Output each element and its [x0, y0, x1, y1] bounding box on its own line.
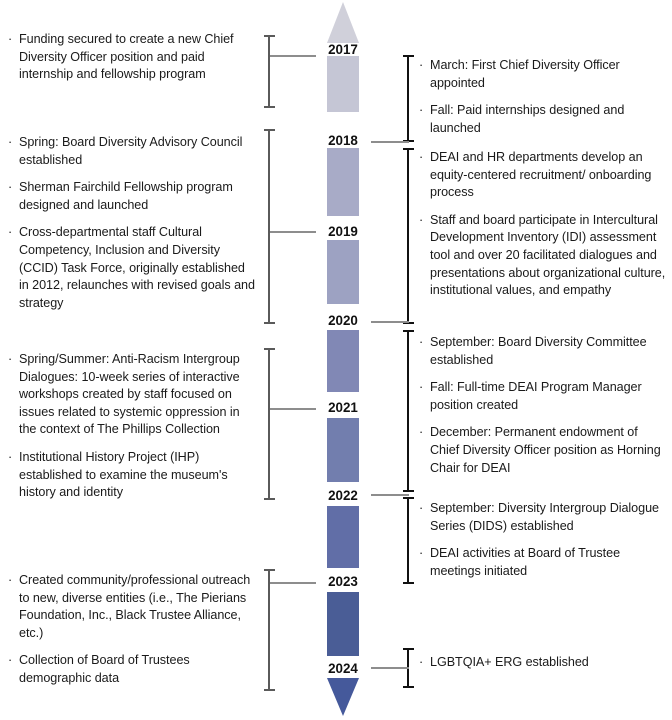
entries-right-2020 — [419, 334, 667, 477]
list-item-text: Created community/professional outreach to new, diverse entities (i.e., The Pierians Foundation, Inc., Black Trustee Alliance, etc.) — [19, 573, 251, 640]
bracket-cap-top — [403, 330, 414, 332]
list-item — [8, 652, 258, 687]
entries-left-2023 — [8, 572, 258, 688]
connector-left-2021 — [270, 408, 316, 410]
segment-2023 — [327, 592, 359, 656]
bullet-dot-icon: · — [419, 150, 424, 164]
bullet-dot-icon: · — [8, 449, 13, 464]
bracket-cap-top — [403, 648, 414, 650]
entries-right-2022 — [419, 500, 667, 580]
list-item — [8, 449, 260, 502]
bullet-dot-icon: · — [419, 103, 424, 118]
list-item-text: Funding secured to create a new Chief Diversity Officer position and paid internship and fellowship program — [19, 32, 234, 82]
bracket-cap-bottom — [264, 322, 275, 324]
entries-right-2018 — [419, 149, 667, 300]
bracket-cap-bottom — [264, 689, 275, 691]
connector-left-2019 — [270, 231, 316, 233]
list-item — [8, 179, 258, 214]
bullet-dot-icon: · — [8, 135, 13, 149]
year-label-2018: 2018 — [328, 133, 358, 148]
bracket-left-2023 — [268, 569, 270, 691]
list-item-text: Cross-departmental staff Cultural Competency, Inclusion and Diversity (CCID) Task Force, originally established in 2012, relaunches with revised goals and strategy — [19, 225, 255, 310]
list-item — [419, 424, 667, 477]
list-item-text: DEAI activities at Board of Trustee meetings initiated — [430, 546, 621, 578]
list-item-text: Fall: Paid internships designed and launched — [430, 103, 625, 135]
connector-right-2020 — [371, 321, 409, 323]
bracket-right-2017 — [407, 55, 409, 142]
year-label-2022: 2022 — [328, 488, 358, 503]
year-label-2023: 2023 — [328, 574, 358, 589]
entries-right-2024 — [419, 654, 667, 672]
list-item-text: March: First Chief Diversity Officer appointed — [430, 58, 620, 90]
list-item-text: Fall: Full-time DEAI Program Manager position created — [430, 380, 642, 412]
segment-2018 — [327, 148, 359, 216]
segment-2019 — [327, 240, 359, 304]
bracket-left-2017 — [268, 35, 270, 108]
list-item — [419, 654, 667, 672]
connector-right-2024 — [371, 667, 409, 669]
bullet-dot-icon: · — [8, 352, 13, 366]
segment-2017 — [327, 56, 359, 112]
list-item — [419, 500, 667, 535]
list-item-text: September: Diversity Intergroup Dialogue Series (DIDS) established — [430, 501, 659, 533]
list-item — [419, 212, 667, 300]
timeline-bottom-arrow — [327, 678, 359, 716]
segment-2021 — [327, 418, 359, 482]
list-item — [419, 334, 667, 369]
bullet-dot-icon: · — [419, 212, 424, 227]
list-item — [419, 57, 667, 92]
bracket-cap-top — [264, 35, 275, 37]
timeline-top-arrow — [327, 2, 359, 43]
connector-left-2023 — [270, 582, 316, 584]
bracket-cap-bottom — [264, 106, 275, 108]
list-item-text: September: Board Diversity Committee established — [430, 335, 647, 367]
list-item — [8, 31, 258, 84]
year-label-2021: 2021 — [328, 400, 358, 415]
bracket-left-2018 — [268, 129, 270, 324]
list-item-text: Institutional History Project (IHP) established to examine the museum's history and identity — [19, 449, 228, 500]
bracket-cap-bottom — [403, 582, 414, 584]
list-item-text: Staff and board participate in Intercultural Development Inventory (IDI) assessment tool and over 20 facilitated dialogues and presentations about organizational culture, institutional values, and empathy — [430, 212, 666, 298]
list-item — [8, 134, 258, 169]
bracket-cap-top — [403, 148, 414, 150]
bracket-cap-top — [264, 348, 275, 350]
list-item — [419, 545, 667, 580]
bullet-dot-icon: · — [419, 501, 424, 515]
bullet-dot-icon: · — [419, 335, 424, 349]
list-item-text: Collection of Board of Trustees demographic data — [19, 653, 190, 685]
bullet-dot-icon: · — [8, 653, 13, 668]
bracket-cap-bottom — [264, 498, 275, 500]
list-item-text: DEAI and HR departments develop an equity-centered recruitment/ onboarding process — [430, 150, 652, 200]
entries-right-2017 — [419, 57, 667, 137]
list-item — [419, 102, 667, 137]
list-item-text: Spring/Summer: Anti-Racism Intergroup Dialogues: 10-week series of interactive workshops created by staff focused on issues related to systemic oppression in the context of The Phillips Collection — [19, 352, 240, 437]
list-item — [419, 379, 667, 414]
segment-2020 — [327, 330, 359, 392]
bracket-cap-top — [403, 55, 414, 57]
list-item-text: LGBTQIA+ ERG established — [430, 655, 589, 669]
bullet-dot-icon: · — [419, 546, 424, 561]
list-item-text: Spring: Board Diversity Advisory Council established — [19, 135, 243, 167]
bracket-right-2022 — [407, 497, 409, 584]
bracket-cap-top — [403, 497, 414, 499]
bullet-dot-icon: · — [8, 180, 13, 195]
year-label-2020: 2020 — [328, 313, 358, 328]
bracket-right-2020 — [407, 330, 409, 492]
bullet-dot-icon: · — [8, 573, 13, 587]
list-item — [8, 572, 258, 642]
list-item — [8, 224, 258, 312]
timeline-spine — [327, 0, 359, 720]
entries-left-2017 — [8, 31, 258, 84]
entries-left-2018 — [8, 134, 258, 312]
bracket-left-2020 — [268, 348, 270, 500]
entries-left-2020 — [8, 351, 260, 502]
bracket-cap-top — [264, 129, 275, 131]
list-item-text: December: Permanent endowment of Chief Diversity Officer position as Horning Chair for DEAI — [430, 425, 661, 475]
list-item-text: Sherman Fairchild Fellowship program designed and launched — [19, 180, 233, 212]
bracket-cap-top — [264, 569, 275, 571]
bullet-dot-icon: · — [419, 425, 424, 440]
bullet-dot-icon: · — [419, 655, 424, 669]
bullet-dot-icon: · — [8, 225, 13, 240]
bullet-dot-icon: · — [419, 58, 424, 72]
year-label-2024: 2024 — [328, 661, 358, 676]
list-item — [419, 149, 667, 202]
segment-2022 — [327, 506, 359, 568]
connector-left-2017 — [270, 55, 316, 57]
bracket-right-2018 — [407, 148, 409, 324]
bullet-dot-icon: · — [419, 380, 424, 395]
bullet-dot-icon: · — [8, 32, 13, 46]
bracket-cap-bottom — [403, 686, 414, 688]
bracket-cap-bottom — [403, 490, 414, 492]
connector-right-2022 — [371, 494, 409, 496]
year-label-2019: 2019 — [328, 224, 358, 239]
connector-right-2018 — [371, 141, 409, 143]
year-label-2017: 2017 — [328, 42, 358, 57]
list-item — [8, 351, 260, 439]
